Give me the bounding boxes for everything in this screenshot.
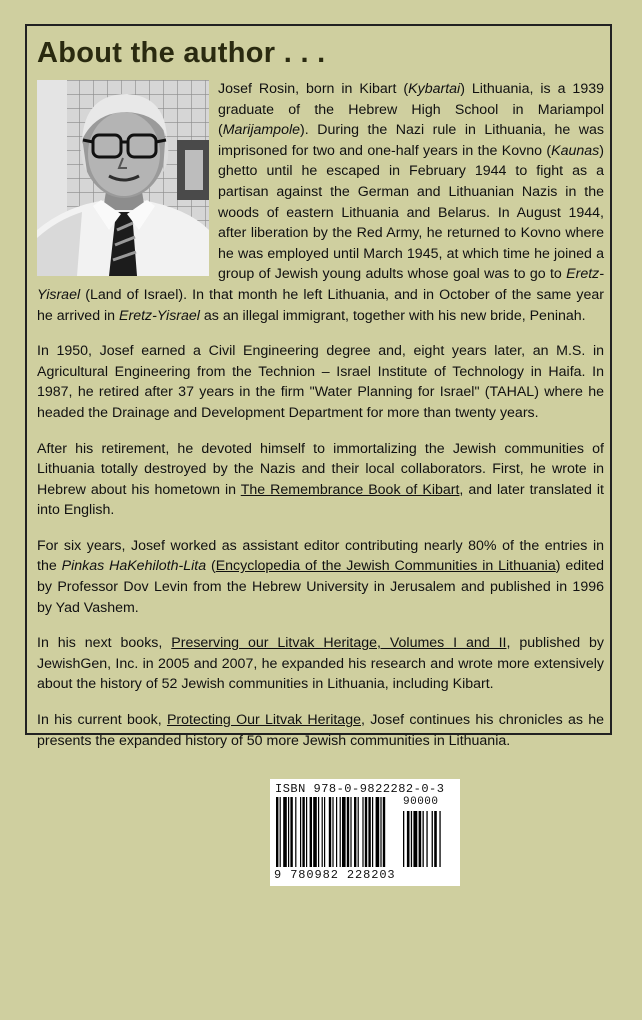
isbn-barcode [270, 779, 460, 886]
book-title-preserving: Preserving our Litvak Heritage, Volumes I and II [171, 635, 507, 652]
book-title-encyclopedia: Encyclopedia of the Jewish Communities in Lithuania [215, 558, 556, 575]
bio-paragraph-4: For six years, Josef worked as assistant editor contributing nearly 80% of the entries in the Pinkas HaKehiloth-Lita (Encyclopedia of the Jewish Communities in Lithuania) edited by Professor Dov Levin from the Hebrew University in Jerusalem and published in 1996 by Yad Vashem. [37, 537, 604, 616]
bio-paragraph-1: Josef Rosin, born in Kibart (Kybartai) Lithuania, is a 1939 graduate of the Hebrew High School in Mariampol (Marijampole). During the Nazi rule in Lithuania, he was imprisoned for two and one-half years in the Kovno (Kaunas) ghetto until he escaped in February 1944 to fight as a partisan against the German and Lithuanian Nazis in the woods of eastern Lithuania and Belarus. In August 1944, after liberation by the Red Army, he returned to Kovno where he was employed until March 1945, at which time he joined a group of Jewish young adults whose goal was to go to Eretz-Yisrael (Land of Israel). In that month he left Lithuania, and in October of the same year he arrived in Eretz-Yisrael as an illegal immigrant, together with his new bride, Peninah. [37, 81, 604, 324]
section-heading: About the author . . . [37, 37, 326, 69]
bio-paragraph-2: In 1950, Josef earned a Civil Engineering degree and, eight years later, an M.S. in Agricultural Engineering from the Technion – Israel Institute of Technology in Haifa. In 1987, he retired after 37 years in the firm "Water Planning for Israel" (TAHAL) where he headed the Drainage and Development Department for more than twenty years. [37, 343, 604, 421]
author-photo [37, 80, 209, 276]
isbn-label: ISBN 978-0-9822282-0-3 [275, 782, 445, 796]
ean-digits: 9 780982 228203 [274, 868, 396, 882]
bio-paragraph-6: In his current book, Protecting Our Litvak Heritage, Josef continues his chronicles as he presents the expanded history of 50 more Jewish communities in Lithuania. [37, 712, 604, 749]
bio-paragraph-5: In his next books, Preserving our Litvak Heritage, Volumes I and II, published by JewishGen, Inc. in 2005 and 2007, he expanded his research and wrote more extensively about the history of 52 Jewish communities in Lithuania, including Kibart. [37, 635, 604, 693]
about-author-panel [25, 24, 612, 749]
book-title-protecting: Protecting Our Litvak Heritage [166, 712, 361, 729]
price-code: 90000 [403, 796, 439, 808]
bio-paragraph-3: After his retirement, he devoted himself to immortalizing the Jewish communities of Lithuania totally destroyed by the Nazis and their local collaborators. First, he wrote in Hebrew about his hometown in The Remembrance Book of Kibart, and later translated it into English. [37, 440, 604, 519]
book-title-kibart: The Remembrance Book of Kibart [240, 481, 460, 498]
